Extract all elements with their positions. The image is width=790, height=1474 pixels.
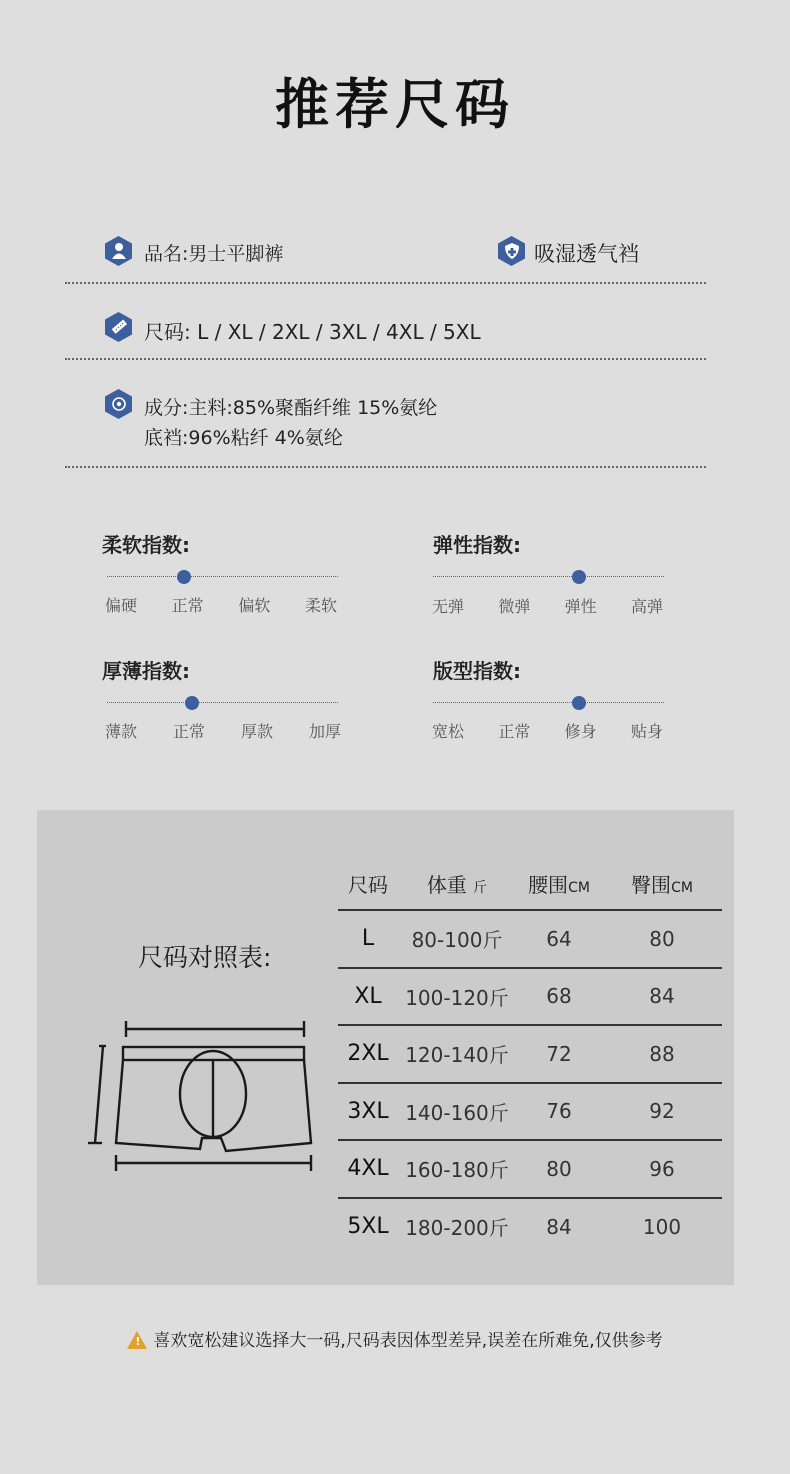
table-header-row (338, 858, 722, 910)
size-chart-title: 尺码对照表: (138, 943, 272, 972)
index-title-thickness: 厚薄指数: (102, 659, 190, 683)
size-notice (0, 1326, 790, 1351)
header-hip: 臀围CM (631, 873, 693, 897)
material-main: 成分:主料:85%聚酯纤维 15%氨纶 (144, 397, 438, 419)
page-title: 推荐尺码 (275, 73, 515, 136)
table-row: 5XL 180-200斤 84 100 (338, 1198, 722, 1256)
shield-plus-icon (498, 236, 525, 266)
index-title-fit: 版型指数: (433, 659, 521, 683)
header-size: 尺码 (348, 873, 388, 897)
table-row: 4XL 160-180斤 80 96 (338, 1140, 722, 1198)
index-title-softness: 柔软指数: (102, 533, 190, 557)
fit-scale (433, 696, 664, 710)
elasticity-scale (433, 570, 664, 584)
fit-labels: 宽松 正常 修身 贴身 (432, 722, 663, 741)
index-title-elasticity: 弹性指数: (433, 533, 521, 557)
size-table (338, 858, 722, 1255)
fabric-icon (105, 389, 132, 419)
table-row: 3XL 140-160斤 76 92 (338, 1083, 722, 1141)
person-icon (105, 236, 132, 266)
softness-knob (177, 570, 191, 584)
divider (65, 466, 706, 468)
softness-scale (107, 570, 338, 584)
notice-text: 喜欢宽松建议选择大一码,尺码表因体型差异,误差在所难免,仅供参考 (153, 1331, 663, 1351)
thickness-labels: 薄款 正常 厚款 加厚 (105, 722, 341, 741)
header-weight: 体重 斤 (426, 873, 488, 897)
boxer-diagram-icon (82, 1016, 322, 1176)
table-row: L 80-100斤 64 80 (338, 910, 722, 968)
feature-label: 吸湿透气裆 (534, 242, 639, 266)
elasticity-knob (572, 570, 586, 584)
thickness-knob (185, 696, 199, 710)
ruler-icon (105, 312, 132, 342)
warning-icon: ! (127, 1331, 147, 1349)
material-crotch: 底裆:96%粘纤 4%氨纶 (144, 427, 343, 449)
thickness-scale (107, 696, 338, 710)
divider (65, 358, 706, 360)
softness-labels: 偏硬 正常 偏软 柔软 (105, 596, 337, 615)
elasticity-labels: 无弹 微弹 弹性 高弹 (432, 597, 663, 616)
fit-knob (572, 696, 586, 710)
divider (65, 282, 706, 284)
table-row: 2XL 120-140斤 72 88 (338, 1025, 722, 1083)
size-list: 尺码: L / XL / 2XL / 3XL / 4XL / 5XL (144, 320, 481, 344)
product-name: 品名:男士平脚裤 (144, 243, 284, 265)
table-row: XL 100-120斤 68 84 (338, 968, 722, 1026)
header-waist: 腰围CM (528, 873, 590, 897)
